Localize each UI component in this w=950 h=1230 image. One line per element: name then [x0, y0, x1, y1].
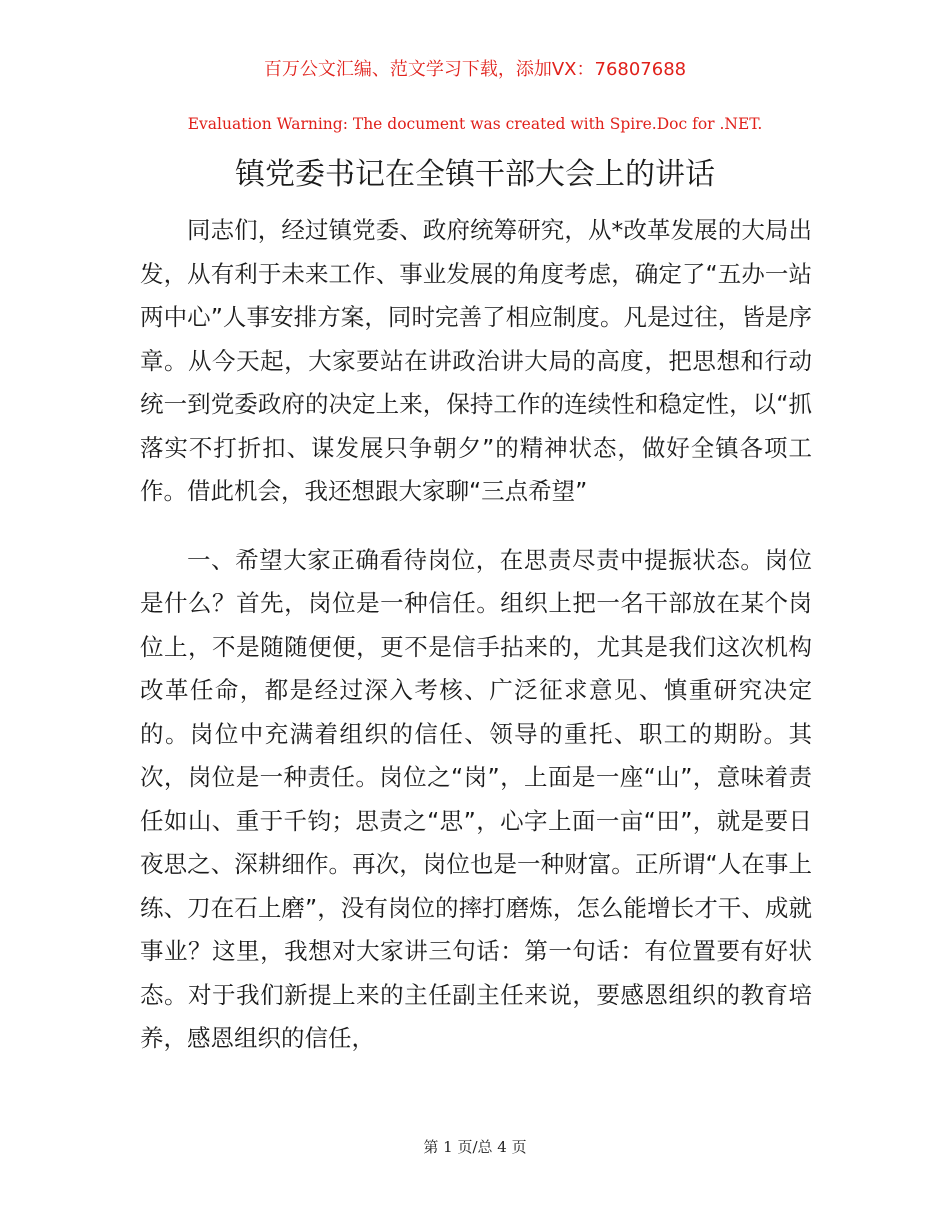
- paragraph-spacer: [140, 514, 812, 539]
- page-footer: 第 1 页/总 4 页: [423, 1138, 527, 1156]
- document-body: [140, 209, 812, 1061]
- paragraph-section-one: 一、希望大家正确看待岗位，在思责尽责中提振状态。岗位是什么？首先，岗位是一种信任。组织上把一名干部放在某个岗位上，不是随随便便，更不是信手拈来的，尤其是我们这次机构改革任命，都是经过深入考核、广泛征求意见、慎重研究决定的。岗位中充满着组织的信任、领导的重托、职工的期盼。其次，岗位是一种责任。岗位之“岗”，上面是一座“山”，意味着责任如山、重于千钧；思责之“思”，心字上面一亩“田”，就是要日夜思之、深耕细作。再次，岗位也是一种财富。正所谓“人在事上练、刀在石上磨”，没有岗位的摔打磨炼，怎么能增长才干、成就事业？这里，我想对大家讲三句话：第一句话：有位置要有好状态。对于我们新提上来的主任副主任来说，要感恩组织的教育培养，感恩组织的信任，: [140, 545, 812, 1052]
- header-banner: 百万公文汇编、范文学习下载，添加VX：76807688: [263, 59, 687, 80]
- evaluation-warning: Evaluation Warning: The document was created with Spire.Doc for .NET.: [187, 115, 763, 133]
- paragraph-intro: 同志们，经过镇党委、政府统筹研究，从*改革发展的大局出发，从有利于未来工作、事业发展的角度考虑，确定了“五办一站两中心”人事安排方案，同时完善了相应制度。凡是过往，皆是序章。从今天起，大家要站在讲政治讲大局的高度，把思想和行动统一到党委政府的决定上来，保持工作的连续性和稳定性，以“抓落实不打折扣、谋发展只争朝夕”的精神状态，做好全镇各项工作。借此机会，我还想跟大家聊“三点希望”: [140, 216, 812, 505]
- document-title: 镇党委书记在全镇干部大会上的讲话: [235, 157, 715, 192]
